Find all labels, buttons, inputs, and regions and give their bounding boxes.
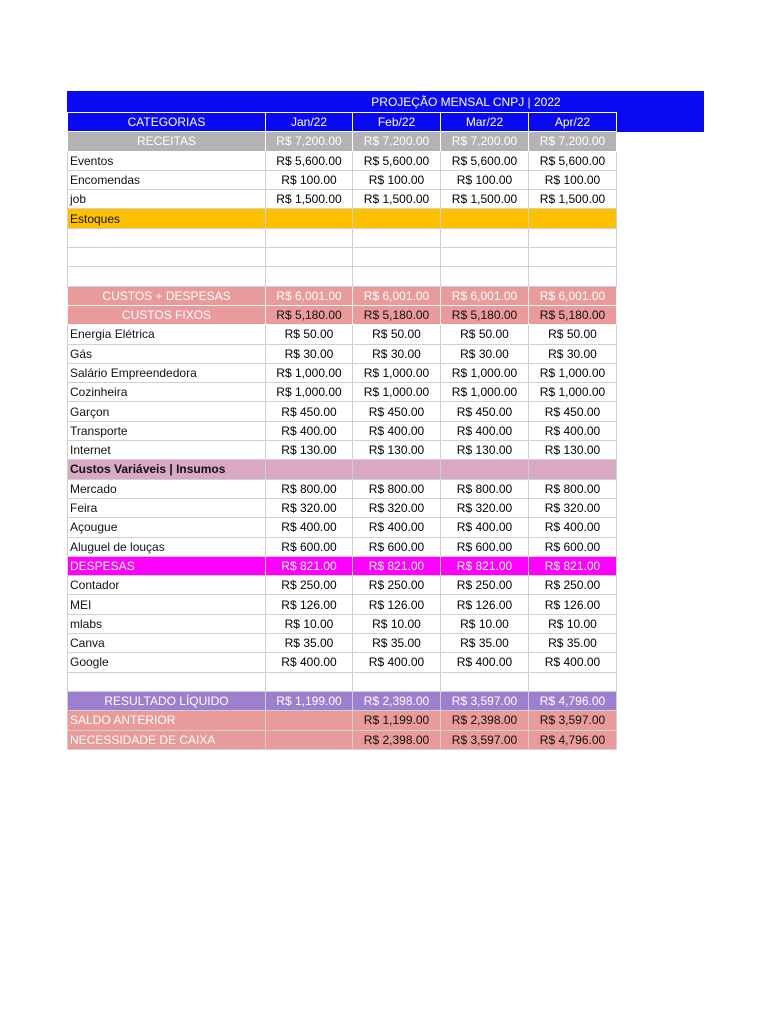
- custo-variavel-item-row: [68, 537, 617, 556]
- empty-cell[interactable]: [529, 248, 617, 267]
- despesa-item-row-label[interactable]: Contador: [68, 576, 266, 595]
- custo-fixo-item-row-value[interactable]: R$ 450.00: [353, 402, 441, 421]
- custo-fixo-item-row: [68, 421, 617, 440]
- saldo-anterior-row-label[interactable]: SALDO ANTERIOR: [68, 711, 266, 730]
- empty-row: [68, 672, 617, 691]
- header-row: [68, 113, 617, 132]
- custo-variavel-item-row-value[interactable]: R$ 400.00: [353, 518, 441, 537]
- saldo-anterior-row-value[interactable]: R$ 2,398.00: [441, 711, 529, 730]
- despesa-item-row: [68, 576, 617, 595]
- custos-fixos-row-value[interactable]: R$ 5,180.00: [529, 305, 617, 324]
- custo-fixo-item-row-value[interactable]: R$ 450.00: [529, 402, 617, 421]
- receita-item-row-value[interactable]: R$ 100.00: [353, 170, 441, 189]
- receita-item-row-label[interactable]: job: [68, 190, 266, 209]
- header-month[interactable]: Apr/22: [529, 113, 617, 132]
- receita-item-row-value[interactable]: R$ 5,600.00: [353, 151, 441, 170]
- custo-fixo-item-row-label[interactable]: Cozinheira: [68, 383, 266, 402]
- estoques-row-value[interactable]: [441, 209, 529, 228]
- empty-cell[interactable]: [441, 228, 529, 247]
- custo-fixo-item-row-value[interactable]: R$ 1,000.00: [353, 383, 441, 402]
- empty-cell[interactable]: [266, 672, 353, 691]
- despesa-item-row: [68, 614, 617, 633]
- receitas-row-value[interactable]: R$ 7,200.00: [441, 132, 529, 151]
- custo-fixo-item-row-label[interactable]: Internet: [68, 441, 266, 460]
- resultado-liquido-row-value[interactable]: R$ 1,199.00: [266, 691, 353, 710]
- empty-cell[interactable]: [266, 248, 353, 267]
- custo-fixo-item-row-value[interactable]: R$ 1,000.00: [266, 383, 353, 402]
- despesa-item-row-value[interactable]: R$ 126.00: [353, 595, 441, 614]
- resultado-liquido-row-value[interactable]: R$ 3,597.00: [441, 691, 529, 710]
- custo-variavel-item-row-value[interactable]: R$ 600.00: [441, 537, 529, 556]
- empty-cell[interactable]: [68, 248, 266, 267]
- empty-cell[interactable]: [353, 672, 441, 691]
- despesa-item-row-label[interactable]: Google: [68, 653, 266, 672]
- resultado-liquido-row-label[interactable]: RESULTADO LÍQUIDO: [68, 691, 266, 710]
- custo-fixo-item-row: [68, 344, 617, 363]
- receitas-row: [68, 132, 617, 151]
- receitas-row-value[interactable]: R$ 7,200.00: [266, 132, 353, 151]
- despesa-item-row-value[interactable]: R$ 10.00: [266, 614, 353, 633]
- custo-fixo-item-row-label[interactable]: Garçon: [68, 402, 266, 421]
- saldo-anterior-row-value[interactable]: R$ 3,597.00: [529, 711, 617, 730]
- receita-item-row-label[interactable]: Encomendas: [68, 170, 266, 189]
- custo-fixo-item-row: [68, 325, 617, 344]
- custo-variavel-item-row: [68, 498, 617, 517]
- despesas-row-value[interactable]: R$ 821.00: [266, 556, 353, 575]
- header-month[interactable]: Feb/22: [353, 113, 441, 132]
- custos-fixos-row-value[interactable]: R$ 5,180.00: [266, 305, 353, 324]
- custo-variavel-item-row: [68, 479, 617, 498]
- resultado-liquido-row: [68, 691, 617, 710]
- estoques-row: [68, 209, 617, 228]
- despesa-item-row-value[interactable]: R$ 35.00: [529, 634, 617, 653]
- despesa-item-row: [68, 595, 617, 614]
- despesa-item-row-value[interactable]: R$ 35.00: [353, 634, 441, 653]
- receitas-row-label[interactable]: RECEITAS: [68, 132, 266, 151]
- necessidade-caixa-row-value[interactable]: [266, 730, 353, 749]
- custo-variavel-item-row-value[interactable]: R$ 320.00: [441, 498, 529, 517]
- custo-fixo-item-row-value[interactable]: R$ 1,000.00: [353, 363, 441, 382]
- necessidade-caixa-row-value[interactable]: R$ 3,597.00: [441, 730, 529, 749]
- custo-variavel-item-row-value[interactable]: R$ 800.00: [529, 479, 617, 498]
- custo-fixo-item-row-value[interactable]: R$ 450.00: [266, 402, 353, 421]
- empty-row: [68, 248, 617, 267]
- receita-item-row-value[interactable]: R$ 100.00: [266, 170, 353, 189]
- despesa-item-row: [68, 653, 617, 672]
- custo-fixo-item-row-value[interactable]: R$ 1,000.00: [266, 363, 353, 382]
- custos-variaveis-row-label[interactable]: Custos Variáveis | Insumos: [68, 460, 266, 479]
- receita-item-row: [68, 170, 617, 189]
- estoques-row-label[interactable]: Estoques: [68, 209, 266, 228]
- custos-fixos-row-value[interactable]: R$ 5,180.00: [441, 305, 529, 324]
- custo-fixo-item-row-label[interactable]: Energia Elétrica: [68, 325, 266, 344]
- estoques-row-value[interactable]: [266, 209, 353, 228]
- custo-fixo-item-row-value[interactable]: R$ 130.00: [529, 441, 617, 460]
- estoques-row-value[interactable]: [529, 209, 617, 228]
- custo-fixo-item-row-value[interactable]: R$ 30.00: [266, 344, 353, 363]
- custo-variavel-item-row-label[interactable]: Açougue: [68, 518, 266, 537]
- despesas-row-value[interactable]: R$ 821.00: [529, 556, 617, 575]
- custos-variaveis-row: [68, 460, 617, 479]
- custos-fixos-row-value[interactable]: R$ 5,180.00: [353, 305, 441, 324]
- receita-item-row-value[interactable]: R$ 1,500.00: [353, 190, 441, 209]
- despesa-item-row-value[interactable]: R$ 126.00: [266, 595, 353, 614]
- header-month[interactable]: Jan/22: [266, 113, 353, 132]
- custo-variavel-item-row-value[interactable]: R$ 800.00: [441, 479, 529, 498]
- custo-variavel-item-row-value[interactable]: R$ 400.00: [266, 518, 353, 537]
- empty-cell[interactable]: [441, 248, 529, 267]
- despesa-item-row-label[interactable]: mlabs: [68, 614, 266, 633]
- custo-fixo-item-row-value[interactable]: R$ 30.00: [529, 344, 617, 363]
- custo-fixo-item-row-value[interactable]: R$ 50.00: [529, 325, 617, 344]
- custos-despesas-row-label[interactable]: CUSTOS + DESPESAS: [68, 286, 266, 305]
- receita-item-row-value[interactable]: R$ 5,600.00: [441, 151, 529, 170]
- empty-cell[interactable]: [529, 672, 617, 691]
- despesa-item-row-label[interactable]: Canva: [68, 634, 266, 653]
- despesa-item-row: [68, 634, 617, 653]
- empty-cell[interactable]: [353, 267, 441, 286]
- despesa-item-row-value[interactable]: R$ 250.00: [266, 576, 353, 595]
- receita-item-row-value[interactable]: R$ 1,500.00: [529, 190, 617, 209]
- saldo-anterior-row: [68, 711, 617, 730]
- custos-despesas-row: [68, 286, 617, 305]
- custo-fixo-item-row-value[interactable]: R$ 1,000.00: [441, 383, 529, 402]
- custo-variavel-item-row-value[interactable]: R$ 600.00: [353, 537, 441, 556]
- custo-fixo-item-row-value[interactable]: R$ 450.00: [441, 402, 529, 421]
- projection-table: [67, 112, 617, 750]
- empty-cell[interactable]: [68, 267, 266, 286]
- receitas-row-value[interactable]: R$ 7,200.00: [529, 132, 617, 151]
- despesa-item-row-value[interactable]: R$ 250.00: [529, 576, 617, 595]
- resultado-liquido-row-value[interactable]: R$ 4,796.00: [529, 691, 617, 710]
- despesa-item-row-value[interactable]: R$ 10.00: [441, 614, 529, 633]
- despesa-item-row-value[interactable]: R$ 400.00: [266, 653, 353, 672]
- despesas-row-value[interactable]: R$ 821.00: [353, 556, 441, 575]
- receita-item-row-value[interactable]: R$ 5,600.00: [529, 151, 617, 170]
- header-categories[interactable]: CATEGORIAS: [68, 113, 266, 132]
- empty-cell[interactable]: [529, 267, 617, 286]
- custo-fixo-item-row-value[interactable]: R$ 30.00: [353, 344, 441, 363]
- receita-item-row-value[interactable]: R$ 1,500.00: [266, 190, 353, 209]
- necessidade-caixa-row-label[interactable]: NECESSIDADE DE CAIXA: [68, 730, 266, 749]
- custo-fixo-item-row-value[interactable]: R$ 400.00: [529, 421, 617, 440]
- despesas-row-value[interactable]: R$ 821.00: [441, 556, 529, 575]
- despesa-item-row-value[interactable]: R$ 10.00: [529, 614, 617, 633]
- custos-fixos-row: [68, 305, 617, 324]
- receita-item-row: [68, 190, 617, 209]
- empty-row: [68, 228, 617, 247]
- custos-variaveis-row-value[interactable]: [529, 460, 617, 479]
- custo-fixo-item-row-value[interactable]: R$ 50.00: [266, 325, 353, 344]
- custo-variavel-item-row-value[interactable]: R$ 600.00: [529, 537, 617, 556]
- custos-variaveis-row-value[interactable]: [353, 460, 441, 479]
- custo-fixo-item-row-value[interactable]: R$ 130.00: [441, 441, 529, 460]
- despesa-item-row-value[interactable]: R$ 126.00: [441, 595, 529, 614]
- despesa-item-row-value[interactable]: R$ 250.00: [441, 576, 529, 595]
- empty-row: [68, 267, 617, 286]
- custo-variavel-item-row-label[interactable]: Feira: [68, 498, 266, 517]
- custo-fixo-item-row-value[interactable]: R$ 400.00: [266, 421, 353, 440]
- despesas-row-label[interactable]: DESPESAS: [68, 556, 266, 575]
- custos-despesas-row-value[interactable]: R$ 6,001.00: [353, 286, 441, 305]
- custo-fixo-item-row: [68, 402, 617, 421]
- custos-despesas-row-value[interactable]: R$ 6,001.00: [529, 286, 617, 305]
- custo-fixo-item-row-value[interactable]: R$ 1,000.00: [441, 363, 529, 382]
- empty-cell[interactable]: [353, 228, 441, 247]
- custo-fixo-item-row-value[interactable]: R$ 400.00: [353, 421, 441, 440]
- empty-cell[interactable]: [266, 267, 353, 286]
- custo-variavel-item-row-value[interactable]: R$ 800.00: [266, 479, 353, 498]
- custo-variavel-item-row-value[interactable]: R$ 320.00: [266, 498, 353, 517]
- receita-item-row-value[interactable]: R$ 1,500.00: [441, 190, 529, 209]
- custo-fixo-item-row-label[interactable]: Transporte: [68, 421, 266, 440]
- projection-table-body: [68, 113, 617, 750]
- sheet-title-row: [67, 92, 616, 112]
- custo-fixo-item-row-label[interactable]: Gás: [68, 344, 266, 363]
- despesa-item-row-value[interactable]: R$ 126.00: [529, 595, 617, 614]
- empty-cell[interactable]: [441, 267, 529, 286]
- custo-variavel-item-row-label[interactable]: Aluguel de louças: [68, 537, 266, 556]
- despesa-item-row-label[interactable]: MEI: [68, 595, 266, 614]
- necessidade-caixa-row: [68, 730, 617, 749]
- custo-variavel-item-row-value[interactable]: R$ 320.00: [353, 498, 441, 517]
- custo-fixo-item-row-value[interactable]: R$ 130.00: [266, 441, 353, 460]
- custo-fixo-item-row-label[interactable]: Salário Empreendedora: [68, 363, 266, 382]
- custo-fixo-item-row-value[interactable]: R$ 130.00: [353, 441, 441, 460]
- receita-item-row-label[interactable]: Eventos: [68, 151, 266, 170]
- receitas-row-value[interactable]: R$ 7,200.00: [353, 132, 441, 151]
- saldo-anterior-row-value[interactable]: R$ 1,199.00: [353, 711, 441, 730]
- custos-variaveis-row-value[interactable]: [441, 460, 529, 479]
- header-month[interactable]: Mar/22: [441, 113, 529, 132]
- custo-fixo-item-row-value[interactable]: R$ 50.00: [441, 325, 529, 344]
- despesa-item-row-value[interactable]: R$ 35.00: [266, 634, 353, 653]
- despesa-item-row-value[interactable]: R$ 35.00: [441, 634, 529, 653]
- custo-variavel-item-row-value[interactable]: R$ 600.00: [266, 537, 353, 556]
- custo-fixo-item-row-value[interactable]: R$ 50.00: [353, 325, 441, 344]
- despesa-item-row-value[interactable]: R$ 400.00: [353, 653, 441, 672]
- receita-item-row-value[interactable]: R$ 100.00: [441, 170, 529, 189]
- resultado-liquido-row-value[interactable]: R$ 2,398.00: [353, 691, 441, 710]
- empty-cell[interactable]: [441, 672, 529, 691]
- despesa-item-row-value[interactable]: R$ 10.00: [353, 614, 441, 633]
- custo-variavel-item-row-label[interactable]: Mercado: [68, 479, 266, 498]
- necessidade-caixa-row-value[interactable]: R$ 4,796.00: [529, 730, 617, 749]
- necessidade-caixa-row-value[interactable]: R$ 2,398.00: [353, 730, 441, 749]
- empty-cell[interactable]: [68, 672, 266, 691]
- receita-item-row-value[interactable]: R$ 100.00: [529, 170, 617, 189]
- custo-variavel-item-row-value[interactable]: R$ 400.00: [529, 518, 617, 537]
- estoques-row-value[interactable]: [353, 209, 441, 228]
- custo-variavel-item-row: [68, 518, 617, 537]
- sheet-title: PROJEÇÃO MENSAL CNPJ | 2022: [371, 95, 561, 109]
- custos-despesas-row-value[interactable]: R$ 6,001.00: [266, 286, 353, 305]
- custo-variavel-item-row-value[interactable]: R$ 800.00: [353, 479, 441, 498]
- receita-item-row: [68, 151, 617, 170]
- saldo-anterior-row-value[interactable]: [266, 711, 353, 730]
- custo-fixo-item-row-value[interactable]: R$ 400.00: [441, 421, 529, 440]
- empty-cell[interactable]: [529, 228, 617, 247]
- custo-fixo-item-row-value[interactable]: R$ 30.00: [441, 344, 529, 363]
- receita-item-row-value[interactable]: R$ 5,600.00: [266, 151, 353, 170]
- despesa-item-row-value[interactable]: R$ 250.00: [353, 576, 441, 595]
- despesa-item-row-value[interactable]: R$ 400.00: [529, 653, 617, 672]
- custo-fixo-item-row: [68, 363, 617, 382]
- custos-despesas-row-value[interactable]: R$ 6,001.00: [441, 286, 529, 305]
- custo-fixo-item-row: [68, 383, 617, 402]
- custo-variavel-item-row-value[interactable]: R$ 320.00: [529, 498, 617, 517]
- empty-cell[interactable]: [266, 228, 353, 247]
- custos-fixos-row-label[interactable]: CUSTOS FIXOS: [68, 305, 266, 324]
- custo-fixo-item-row: [68, 441, 617, 460]
- despesas-row: [68, 556, 617, 575]
- custo-variavel-item-row-value[interactable]: R$ 400.00: [441, 518, 529, 537]
- custo-fixo-item-row-value[interactable]: R$ 1,000.00: [529, 383, 617, 402]
- empty-cell[interactable]: [353, 248, 441, 267]
- custo-fixo-item-row-value[interactable]: R$ 1,000.00: [529, 363, 617, 382]
- empty-cell[interactable]: [68, 228, 266, 247]
- despesa-item-row-value[interactable]: R$ 400.00: [441, 653, 529, 672]
- custos-variaveis-row-value[interactable]: [266, 460, 353, 479]
